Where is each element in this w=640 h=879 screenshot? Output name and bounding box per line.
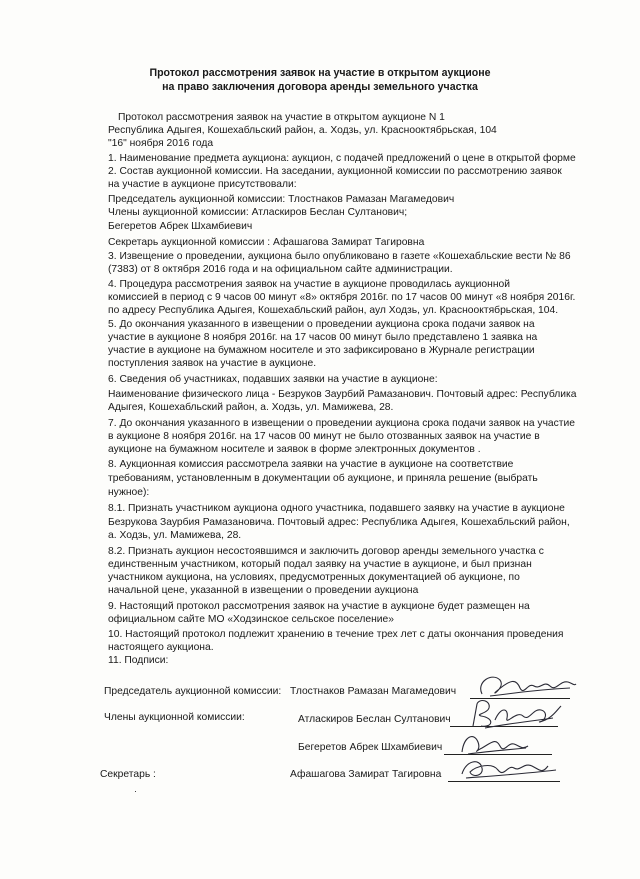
body-line: 6. Сведения об участниках, подавших заявки на участие в аукционе: xyxy=(108,374,438,385)
secretary-signature xyxy=(452,752,562,786)
document-title-line1: Протокол рассмотрения заявок на участие в открытом аукционе xyxy=(149,67,491,79)
body-line: Бегеретов Абрек Шхамбиевич xyxy=(108,221,253,232)
document-title-line2: на право заключения договора аренды земельного участка xyxy=(162,81,478,93)
body-line: 8.1. Признать участником аукциона одного участника, подавшего заявку на участие в аукционе xyxy=(108,503,565,514)
body-line: по адресу Республика Адыгея, Кошехабльский район, аул Ходзь, ул. Краснооктябрьская, 104. xyxy=(108,305,559,316)
body-line: на участие в аукционе присутствовали: xyxy=(108,179,297,190)
body-line: участником аукциона, на условиях, предусмотренных документацией об аукционе, по xyxy=(108,572,520,583)
body-line: единственным участником, который подал заявку на участие в аукционе, и был признан xyxy=(108,559,532,570)
members-role-label: Члены аукционной комиссии: xyxy=(104,712,245,723)
body-line: нужное): xyxy=(108,487,150,498)
body-line: а. Ходзь, ул. Мамижева, 28. xyxy=(108,530,242,541)
body-line: требованиям, установленным в документации об аукционе, и приняла решение (выбрать xyxy=(108,473,538,484)
body-line: 8.2. Признать аукцион несостоявшимся и заключить договор аренды земельного участка с xyxy=(108,546,544,557)
body-line: Председатель аукционной комиссии: Тлостнаков Рамазан Магамедович xyxy=(108,194,455,205)
chair-name: Тлостнаков Рамазан Магамедович xyxy=(290,686,457,697)
member1-name: Атласкиров Беслан Султанович xyxy=(298,714,451,725)
stray-mark: · xyxy=(134,786,137,796)
body-line: Члены аукционной комиссии: Атласкиров Беслан Султанович; xyxy=(108,207,408,218)
body-line: 10. Настоящий протокол подлежит хранению в течение трех лет с даты окончания проведения xyxy=(108,629,564,640)
body-line: настоящего аукциона. xyxy=(108,642,214,653)
body-line: в аукционе 8 ноября 2016г. на 17 часов 00 минут не было отозванных заявок на участие в xyxy=(108,431,540,442)
body-line: (7383) от 8 октября 2016 года и на официальном сайте администрации. xyxy=(108,264,453,275)
body-line: 7. До окончания указанного в извещении о проведении аукциона срока подачи заявок на участие xyxy=(108,418,576,429)
body-line: Республика Адыгея, Кошехабльский район, а. Ходзь, ул. Краснооктябрьская, 104 xyxy=(108,125,497,136)
body-line: "16" ноября 2016 года xyxy=(108,138,214,149)
body-line: 11. Подписи: xyxy=(108,655,169,666)
body-line: официальном сайте МО «Ходзинское сельское поселение» xyxy=(108,614,394,625)
chair-role-label: Председатель аукционной комиссии: xyxy=(104,686,282,697)
body-line: 5. До окончания указанного в извещении о проведении аукциона срока подачи заявок на xyxy=(108,319,535,330)
body-line: Протокол рассмотрения заявок на участие в открытом аукционе N 1 xyxy=(118,112,445,123)
member2-name: Бегеретов Абрек Шхамбиевич xyxy=(298,742,443,753)
secretary-name: Афашагова Замират Тагировна xyxy=(290,769,442,780)
body-line: Наименование физического лица - Безруков Заурбий Рамазанович. Почтовый адрес: Республика xyxy=(108,389,577,400)
body-line: Секретарь аукционной комиссии : Афашагова Замират Тагировна xyxy=(108,237,425,248)
body-line: аукционе на бумажном носителе и заявок в форме электронных документов . xyxy=(108,444,481,455)
body-line: 3. Извещение о проведении, аукциона было опубликовано в газете «Кошехабльские вести № 86 xyxy=(108,251,571,262)
body-line: участие в аукционе 8 ноября 2016г. на 17 часов 00 минут было представлено 1 заявка на xyxy=(108,332,538,343)
body-line: 2. Состав аукционной комиссии. На заседании, аукционной комиссии по рассмотрению заявок xyxy=(108,166,562,177)
body-line: 1. Наименование предмета аукциона: аукцион, с подачей предложений о цене в открытой форме xyxy=(108,153,576,164)
secretary-role-label: Секретарь : xyxy=(100,769,156,780)
body-line: участие в аукционе на бумажном носителе и это зафиксировано в Журнале регистрации xyxy=(108,345,535,356)
body-line: начальной цене, указанной в извещении о проведении аукциона xyxy=(108,585,419,596)
body-line: комиссией в период с 9 часов 00 минут «8» октября 2016г. по 17 часов 00 минут «8 ноября 2016г. xyxy=(108,292,576,303)
body-line: 9. Настоящий протокол рассмотрения заявок на участие в аукционе будет размещен на xyxy=(108,601,530,612)
body-line: 8. Аукционная комиссия рассмотрела заявки на участие в аукционе на соответствие xyxy=(108,459,514,470)
body-line: Адыгея, Кошехабльский район, а. Ходзь, ул. Мамижева, 28. xyxy=(108,402,394,413)
body-line: поступления заявок на участие в аукционе. xyxy=(108,358,317,369)
body-line: Безрукова Заурбия Рамазановича. Почтовый адрес: Республика Адыгея, Кошехабльский район, xyxy=(108,517,570,528)
body-line: 4. Процедура рассмотрения заявок на участие в аукционе проводилась аукционной xyxy=(108,279,510,290)
